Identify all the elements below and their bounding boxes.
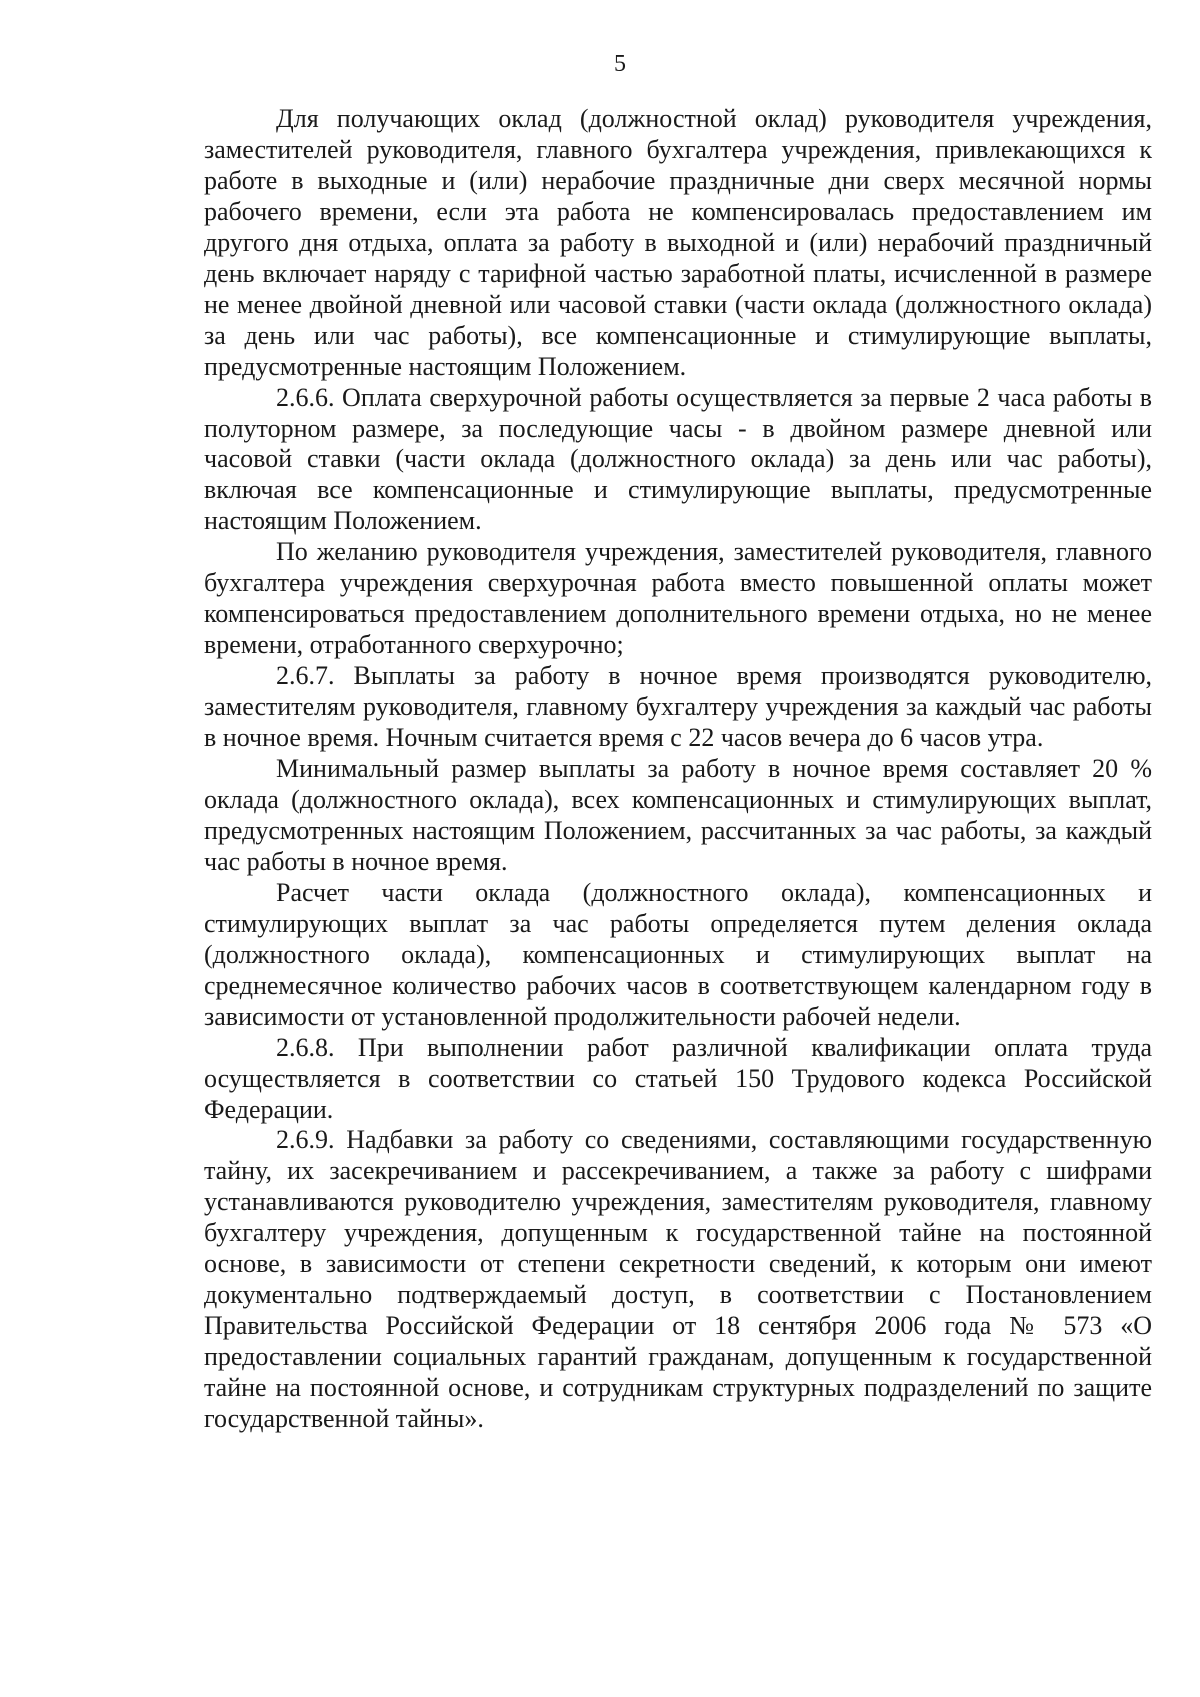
paragraph-2-6-9-state-secret: 2.6.9. Надбавки за работу со сведениями, составляющими государственную тайну, их засекречиванием и рассекречиванием, а также за работу с шифрами устанавливаются руководителю учреждения, заместителям руководителя, главному бухгалтеру учреждения, допущенным к государственной тайне на постоянной основе, в зависимости от степени секретности сведений, к которым они имеют документально подтверждаемый доступ, в соответствии с Постановлением Правительства Российской Федерации от 18 сентября 2006 года № 573 «О предоставлении социальных гарантий гражданам, допущенным к государственной тайне на постоянной основе, и сотрудникам структурных подразделений по защите государственной тайны». [204,1125,1152,1434]
page-number: 5 [614,51,626,77]
document-body [204,104,1152,1435]
paragraph-2-6-6-overtime-pay: 2.6.6. Оплата сверхурочной работы осуществляется за первые 2 часа работы в полуторном размере, за последующие часы - в двойном размере дневной или часовой ставки (части оклада (должностного оклада) за день или час работы), включая все компенсационные и стимулирующие выплаты, предусмотренные настоящим Положением. [204,382,1152,536]
paragraph-2-6-8-qualification: 2.6.8. При выполнении работ различной квалификации оплата труда осуществляется в соответствии со статьей 150 Трудового кодекса Российской Федерации. [204,1032,1152,1124]
paragraph-overtime-compensation: По желанию руководителя учреждения, заместителей руководителя, главного бухгалтера учреждения сверхурочная работа вместо повышенной оплаты может компенсироваться предоставлением дополнительного времени отдыха, но не менее времени, отработанного сверхурочно; [204,537,1152,660]
paragraph-holiday-pay: Для получающих оклад (должностной оклад) руководителя учреждения, заместителей руководителя, главного бухгалтера учреждения, привлекающихся к работе в выходные и (или) нерабочие праздничные дни сверх месячной нормы рабочего времени, если эта работа не компенсировалась предоставлением им другого дня отдыха, оплата за работу в выходной и (или) нерабочий праздничный день включает наряду с тарифной частью заработной платы, исчисленной в размере не менее двойной дневной или часовой ставки (части оклада (должностного оклада) за день или час работы), все компенсационные и стимулирующие выплаты, предусмотренные настоящим Положением. [204,104,1152,381]
paragraph-night-work-minimum: Минимальный размер выплаты за работу в ночное время составляет 20 % оклада (должностного оклада), всех компенсационных и стимулирующих выплат, предусмотренных настоящим Положением, рассчитанных за час работы, за каждый час работы в ночное время. [204,754,1152,876]
paragraph-2-6-7-night-work: 2.6.7. Выплаты за работу в ночное время производятся руководителю, заместителям руководителя, главному бухгалтеру учреждения за каждый час работы в ночное время. Ночным считается время с 22 часов вечера до 6 часов утра. [204,661,1152,753]
paragraph-hourly-calculation: Расчет части оклада (должностного оклада), компенсационных и стимулирующих выплат за час работы определяется путем деления оклада (должностного оклада), компенсационных и стимулирующих выплат на среднемесячное количество рабочих часов в соответствующем календарном году в зависимости от установленной продолжительности рабочей недели. [204,877,1152,1031]
